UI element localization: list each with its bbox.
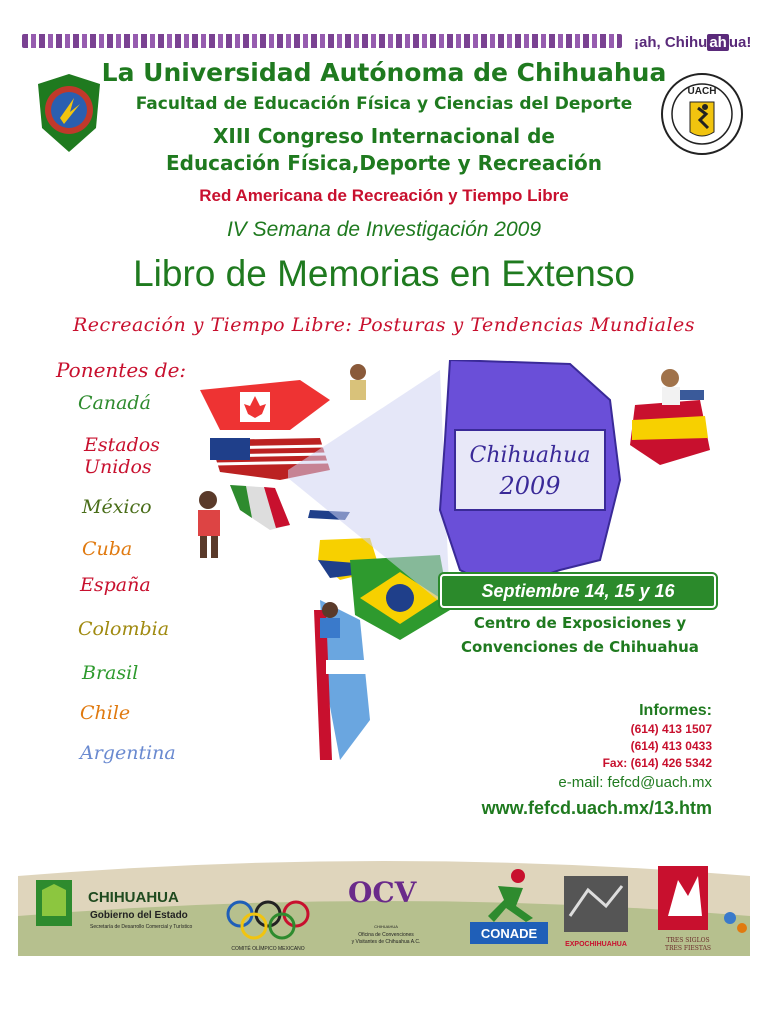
venue-line1: Centro de Exposiciones y bbox=[473, 614, 687, 632]
slogan-text-pre: ¡ah, Chihu bbox=[634, 34, 708, 51]
country-spain: España bbox=[80, 574, 151, 596]
child-figure-mexico bbox=[198, 491, 220, 558]
chihuahua-label-line2: 2009 bbox=[499, 472, 561, 500]
gov-title: CHIHUAHUA bbox=[88, 889, 179, 906]
ocv-line2: y Visitantes de Chihuahua A.C. bbox=[351, 939, 421, 945]
gov-dept: Secretaría de Desarrollo Comercial y Turístico bbox=[90, 924, 193, 930]
contact-title: Informes: bbox=[639, 702, 712, 719]
ocv-line1: Oficina de Convenciones bbox=[358, 932, 414, 938]
child-figure-spain bbox=[661, 369, 704, 405]
slogan-text-post: ua! bbox=[728, 34, 752, 51]
tres-siglos-line1: TRES SIGLOS bbox=[666, 937, 710, 944]
conade-label: CONADE bbox=[480, 926, 538, 941]
contact-email[interactable]: e-mail: fefcd@uach.mx bbox=[558, 774, 712, 791]
slogan-text-highlight: ah bbox=[709, 34, 727, 51]
ocv-logo-text: OCV bbox=[348, 876, 417, 909]
country-argentina: Argentina bbox=[80, 742, 176, 764]
argentina-flag-stripe bbox=[326, 660, 366, 674]
faculty-title: Facultad de Educación Física y Ciencias del Deporte bbox=[135, 94, 633, 114]
country-mexico: México bbox=[82, 496, 152, 518]
olympic-committee-label: COMITÉ OLÍMPICO MEXICANO bbox=[231, 946, 305, 952]
child-figure-canada bbox=[350, 364, 366, 400]
ocv-city: CHIHUAHUA bbox=[374, 924, 398, 929]
congress-title-line2: Educación Física,Deporte y Recreación bbox=[165, 151, 603, 175]
expochihuahua-label: EXPOCHIHUAHUA bbox=[565, 941, 627, 948]
contact-phone1: (614) 413 1507 bbox=[630, 722, 712, 736]
country-chile: Chile bbox=[80, 702, 131, 724]
decorative-border-strip bbox=[22, 34, 622, 48]
brazil-flag-circle bbox=[386, 584, 414, 612]
book-title: Libro de Memorias en Extenso bbox=[133, 253, 635, 294]
website-link[interactable]: www.fefcd.uach.mx/13.htm bbox=[481, 798, 712, 818]
sponsors-footer bbox=[18, 856, 750, 956]
event-dates-banner: Septiembre 14, 15 y 16 bbox=[440, 574, 716, 608]
contact-fax: Fax: (614) 426 5342 bbox=[602, 756, 712, 770]
usa-flag-canton bbox=[210, 438, 250, 460]
spain-flag-yellow bbox=[632, 416, 708, 440]
child-figure-southamerica bbox=[320, 602, 340, 638]
decorative-dot bbox=[737, 923, 747, 933]
network-title: Red Americana de Recreación y Tiempo Libre bbox=[199, 186, 569, 205]
congress-title-line1: XIII Congreso Internacional de bbox=[212, 124, 555, 148]
country-usa-line2: Unidos bbox=[84, 456, 152, 478]
slogan bbox=[634, 34, 751, 51]
country-cuba: Cuba bbox=[82, 538, 133, 560]
decorative-dot bbox=[724, 912, 736, 924]
chihuahua-label-line1: Chihuahua bbox=[469, 443, 591, 468]
country-canada: Canadá bbox=[78, 392, 151, 414]
university-title: La Universidad Autónoma de Chihuahua bbox=[101, 58, 667, 87]
country-brazil: Brasil bbox=[82, 662, 139, 684]
speakers-heading: Ponentes de: bbox=[56, 358, 187, 382]
country-usa-line1: Estados bbox=[84, 434, 160, 456]
tres-siglos-line2: TRES FIESTAS bbox=[664, 945, 712, 952]
gov-subtitle: Gobierno del Estado bbox=[90, 910, 188, 921]
venue-line2: Convenciones de Chihuahua bbox=[461, 638, 699, 656]
theme-subtitle: Recreación y Tiempo Libre: Posturas y Tendencias Mundiales bbox=[72, 314, 696, 336]
uach-badge-text: UACH bbox=[687, 86, 717, 97]
country-colombia: Colombia bbox=[78, 618, 170, 640]
chihuahua-government-logo bbox=[36, 880, 72, 926]
contact-phone2: (614) 413 0433 bbox=[630, 739, 712, 753]
research-week-title: IV Semana de Investigación 2009 bbox=[226, 218, 542, 241]
expochihuahua-logo bbox=[564, 876, 628, 932]
